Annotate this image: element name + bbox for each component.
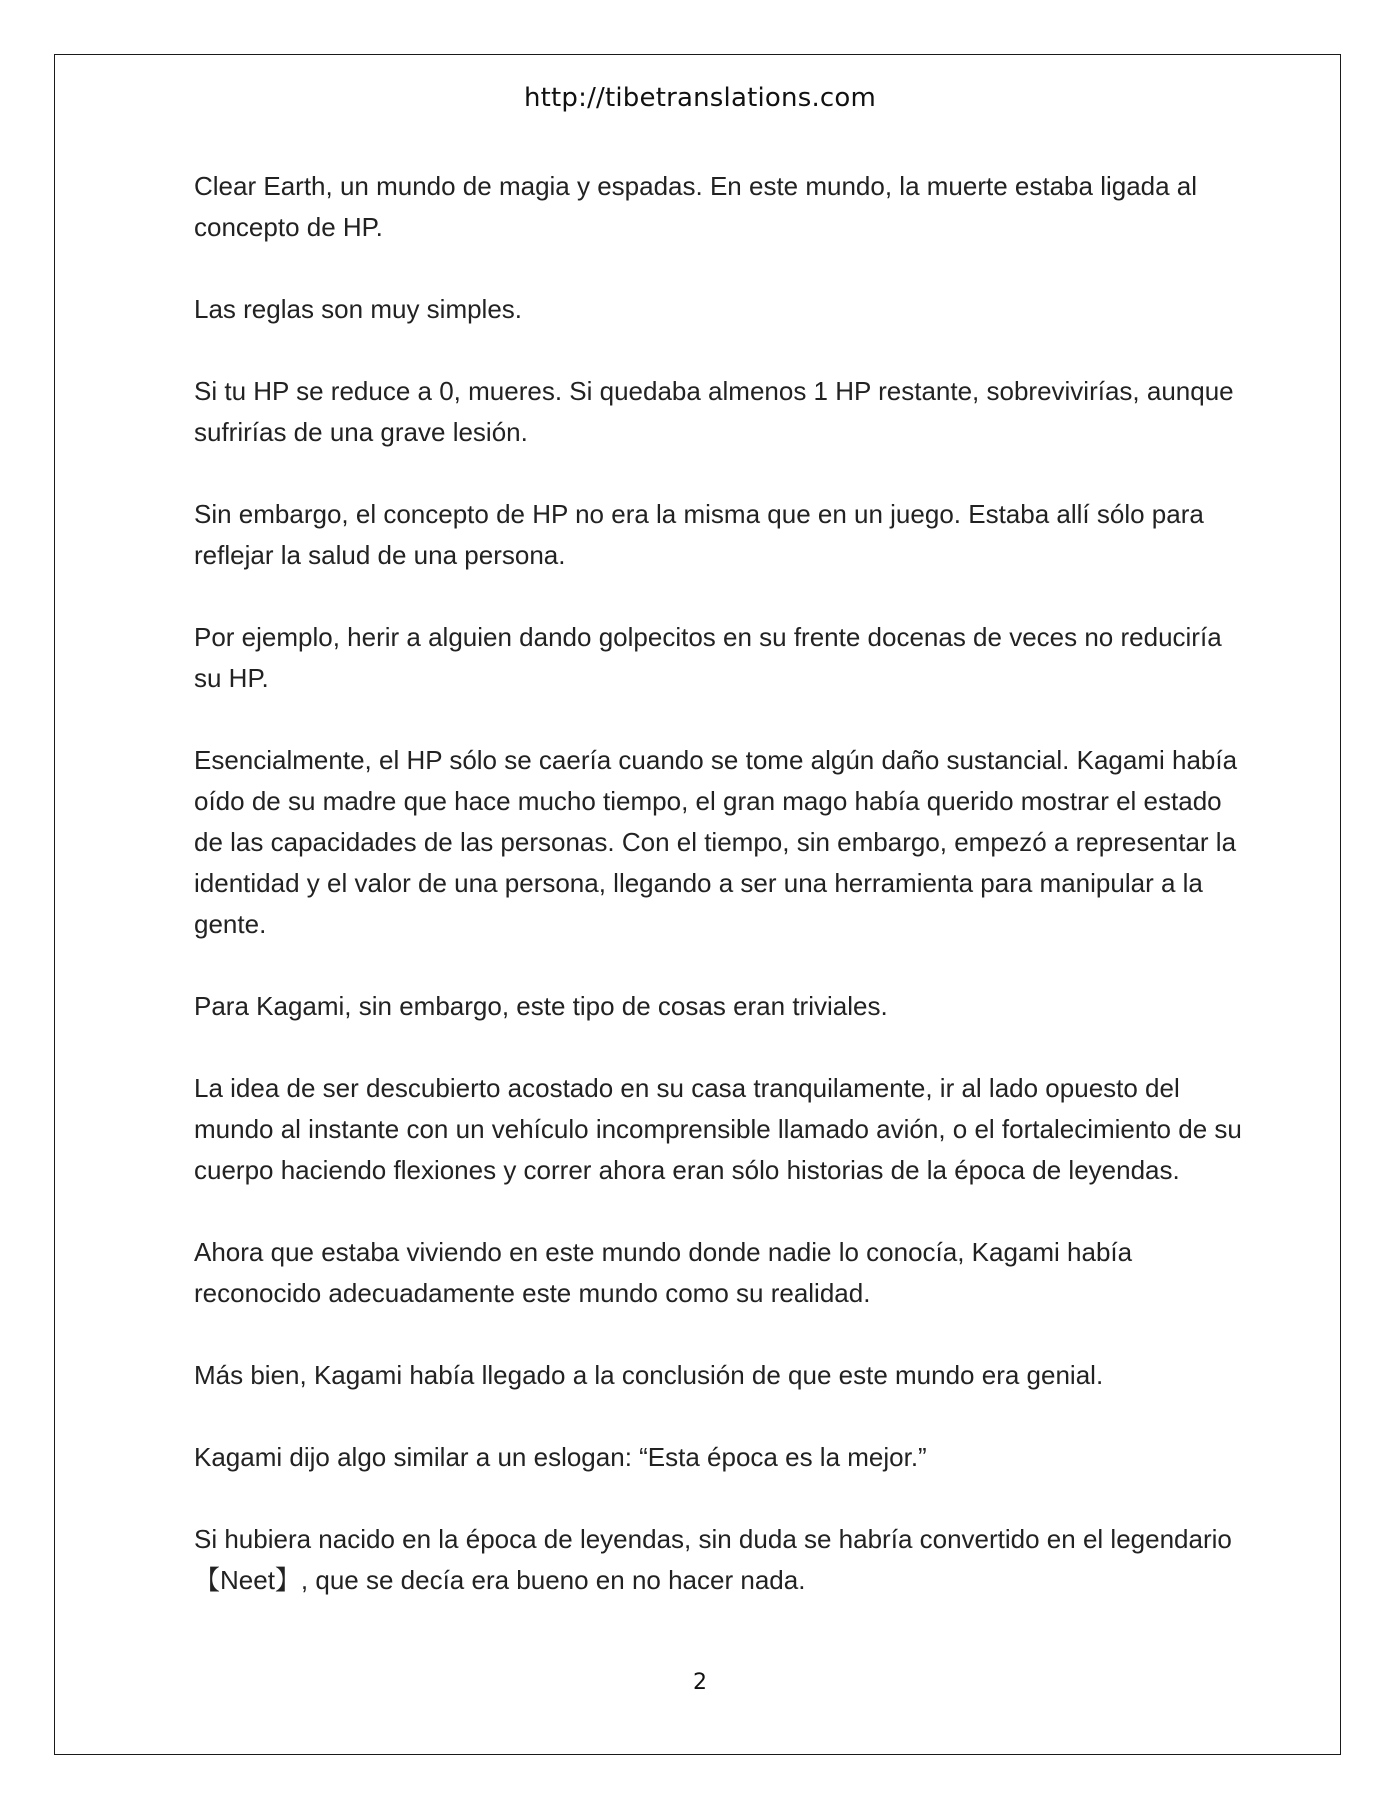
paragraph: Sin embargo, el concepto de HP no era la misma que en un juego. Estaba allí sólo para reflejar la salud de una persona. — [194, 499, 1204, 570]
paragraph: Esencialmente, el HP sólo se caería cuando se tome algún daño sustancial. Kagami había oído de su madre que hace mucho tiempo, el gran mago había querido mostrar el estado de las capacidades de las personas. Con el tiempo, sin embargo, empezó a representar la identidad y el valor de una persona, llegando a ser una herramienta para manipular a la gente. — [194, 745, 1238, 939]
paragraph: Por ejemplo, herir a alguien dando golpecitos en su frente docenas de veces no reduciría su HP. — [194, 622, 1222, 693]
paragraph: Clear Earth, un mundo de magia y espadas. En este mundo, la muerte estaba ligada al concepto de HP. — [194, 171, 1198, 242]
paragraph: Kagami dijo algo similar a un eslogan: “Esta época es la mejor.” — [194, 1442, 927, 1472]
document-body — [194, 166, 1244, 1601]
paragraph: Ahora que estaba viviendo en este mundo donde nadie lo conocía, Kagami había reconocido adecuadamente este mundo como su realidad. — [194, 1237, 1133, 1308]
paragraph: Para Kagami, sin embargo, este tipo de cosas eran triviales. — [194, 991, 888, 1021]
header-url: http://tibetranslations.com — [523, 83, 877, 113]
page-number: 2 — [693, 1670, 707, 1695]
paragraph: Las reglas son muy simples. — [194, 294, 523, 324]
paragraph: La idea de ser descubierto acostado en su casa tranquilamente, ir al lado opuesto del mundo al instante con un vehículo incomprensible llamado avión, o el fortalecimiento de su cuerpo haciendo flexiones y correr ahora eran sólo historias de la época de leyendas. — [194, 1073, 1242, 1185]
paragraph: Si tu HP se reduce a 0, mueres. Si quedaba almenos 1 HP restante, sobrevivirías, aunque sufrirías de una grave lesión. — [194, 376, 1234, 447]
paragraph: Más bien, Kagami había llegado a la conclusión de que este mundo era genial. — [194, 1360, 1104, 1390]
paragraph: Si hubiera nacido en la época de leyendas, sin duda se habría convertido en el legendario 【Neet】, que se decía era bueno en no hacer nada. — [194, 1524, 1232, 1595]
